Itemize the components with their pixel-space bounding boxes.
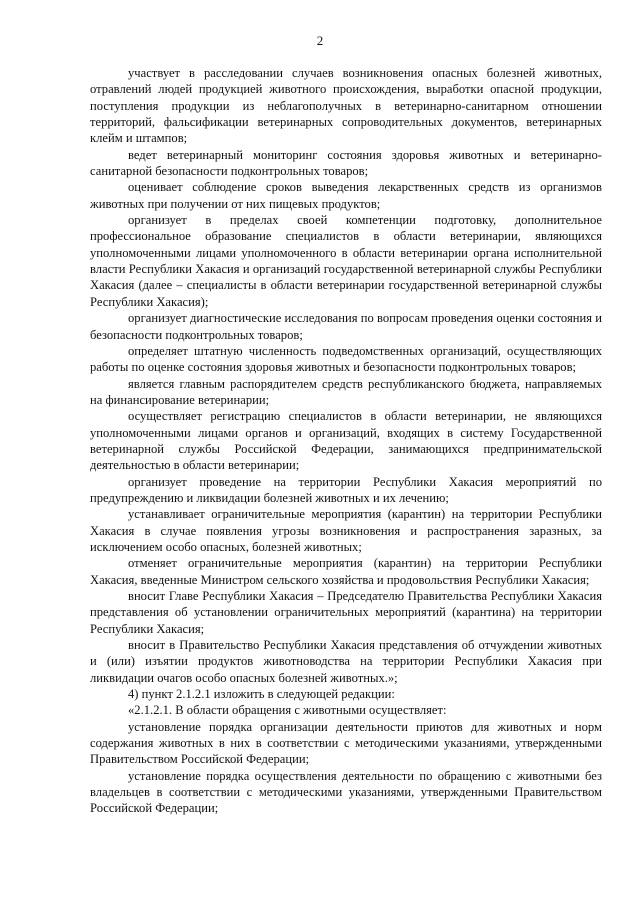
paragraph: определяет штатную численность подведомственных организаций, осуществляющих работы по оценке состояния здоровья животных и безопасности подконтрольных товаров; bbox=[90, 343, 602, 375]
paragraph: ведет ветеринарный мониторинг состояния здоровья животных и ветеринарно-санитарной безопасности подконтрольных товаров; bbox=[90, 147, 602, 179]
paragraph: 4) пункт 2.1.2.1 изложить в следующей редакции: bbox=[128, 687, 395, 702]
paragraph: организует диагностические исследования по вопросам проведения оценки состояния и безопасности подконтрольных товаров; bbox=[90, 311, 602, 342]
paragraph: установление порядка организации деятельности приютов для животных и норм содержания животных в них в соответствии с методическими указаниями, утвержденными Правительством Российской Федерации; bbox=[90, 719, 602, 767]
paragraph: вносит в Правительство Республики Хакасия представления об отчуждении животных и (или) изъятии продуктов животноводства на территории Республики Хакасия при ликвидации очагов особо опасных болезней животных.»; bbox=[90, 638, 602, 685]
paragraph: вносит Главе Республики Хакасия – Председателю Правительства Республики Хакасия представления об установлении ограничительных мероприятий (карантина) на территории Республики Хакасия; bbox=[90, 589, 602, 636]
paragraph: устанавливает ограничительные мероприятия (карантин) на территории Республики Хакасия в случае появления угрозы возникновения и распространения заразных, за исключением особо опасных, болезней животных; bbox=[90, 507, 602, 554]
paragraph: осуществляет регистрацию специалистов в области ветеринарии, не являющихся уполномоченными лицами органов и организаций, входящих в систему Государственной ветеринарной службы Российской Федерации, занимающихся предпринимательской деятельностью в области ветеринарии; bbox=[90, 409, 602, 473]
paragraph: «2.1.2.1. В области обращения с животными осуществляет: bbox=[128, 703, 447, 718]
paragraph: отменяет ограничительные мероприятия (карантин) на территории Республики Хакасия, введенные Министром сельского хозяйства и продовольствия Республики Хакасия; bbox=[90, 556, 602, 587]
paragraph: участвует в расследовании случаев возникновения опасных болезней животных, отравлений людей продукцией животного происхождения, выработки опасной продукции, поступления продукции из неблагополучных в ветеринарно-санитарном отношении территорий, фальсификации ветеринарных сопроводительных документов, ветеринарных клейм и штампов; bbox=[90, 66, 602, 146]
paragraph: является главным распорядителем средств республиканского бюджета, направляемых на финансирование ветеринарии; bbox=[90, 376, 602, 407]
document-body bbox=[90, 65, 602, 817]
paragraph: организует в пределах своей компетенции подготовку, дополнительное профессиональное образование специалистов в области ветеринарии, являющихся уполномоченными лицами уполномоченного в области ветеринарии органа исполнительной власти Республики Хакасия и организаций государственной ветеринарной службы Республики Хакасия (далее – специалисты в области ветеринарии государственной ветеринарной службы Республики Хакасия); bbox=[90, 213, 602, 309]
paragraph: установление порядка осуществления деятельности по обращению с животными без владельцев в соответствии с методическими указаниями, утвержденными Правительством Российской Федерации; bbox=[90, 768, 602, 816]
paragraph: организует проведение на территории Республики Хакасия мероприятий по предупреждению и ликвидации болезней животных и их лечению; bbox=[90, 474, 602, 505]
paragraph: оценивает соблюдение сроков выведения лекарственных средств из организмов животных при получении от них пищевых продуктов; bbox=[90, 180, 602, 211]
page-number: 2 bbox=[316, 33, 324, 48]
